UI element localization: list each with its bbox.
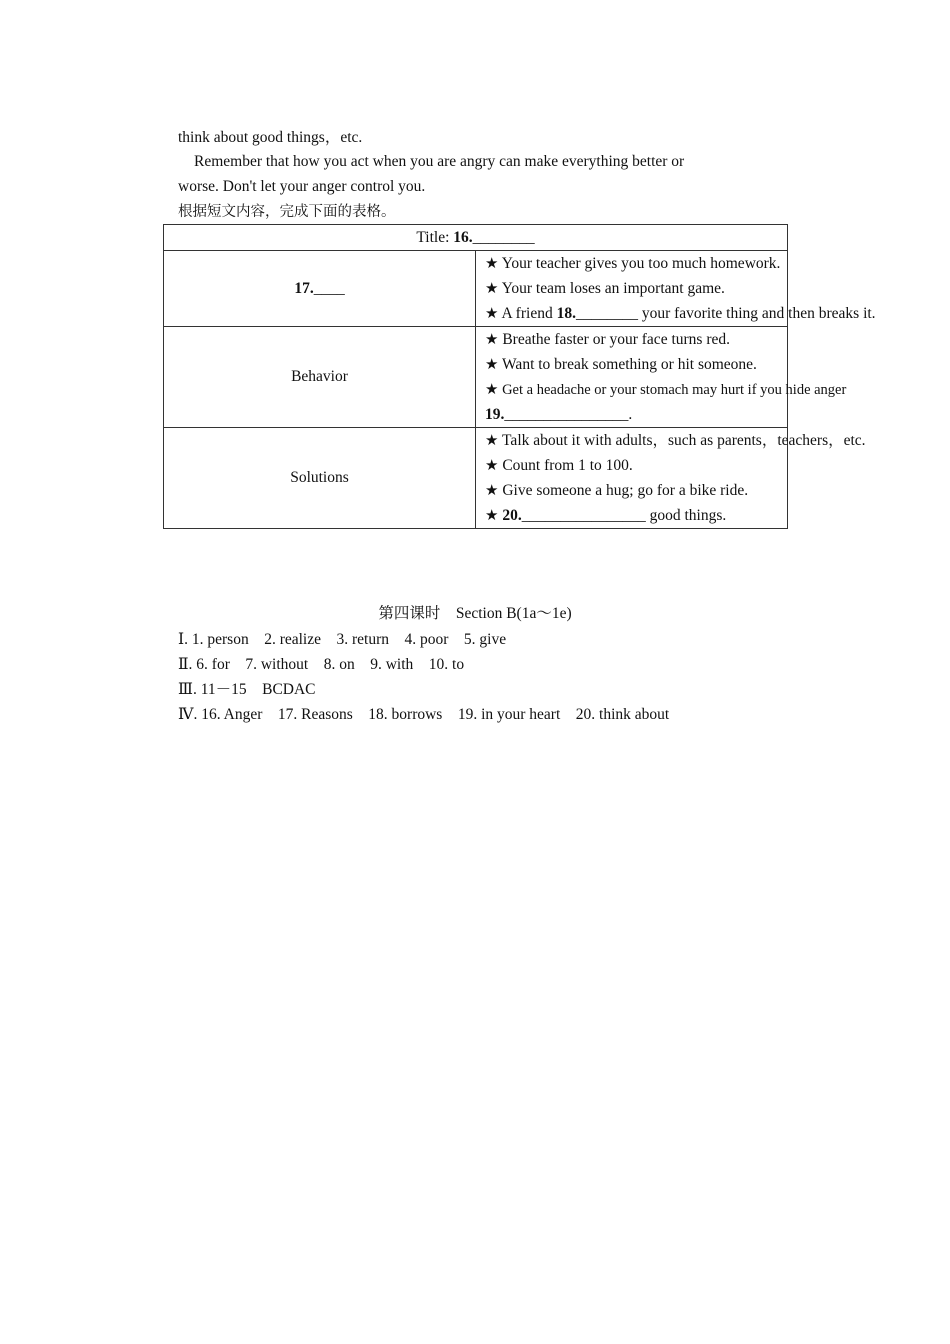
passage-line-2: Remember that how you act when you are angry can make everything better or	[194, 153, 685, 170]
item-text: Count from 1 to 100.	[498, 457, 633, 474]
star-icon: ★	[485, 355, 499, 373]
item-text: Give someone a hug; go for a bike ride.	[498, 482, 749, 499]
answer-line-4: Ⅳ. 16. Anger 17. Reasons 18. borrows 19. in your heart 20. think about	[178, 706, 670, 723]
instruction-text: 根据短文内容，完成下面的表格。	[178, 204, 396, 220]
star-icon: ★	[485, 330, 499, 348]
list-item	[485, 327, 787, 352]
item-text-pre: A friend	[498, 305, 557, 322]
list-item	[485, 428, 866, 453]
answer-blank: ________	[575, 305, 638, 322]
answer-line-3: Ⅲ. 11－15 BCDAC	[178, 681, 316, 698]
blank-number: 19.	[485, 406, 505, 423]
list-item	[485, 377, 847, 402]
table-title-prefix: Title:	[416, 229, 454, 246]
star-icon: ★	[485, 506, 499, 524]
list-item	[485, 352, 787, 377]
list-item	[485, 453, 787, 478]
item-text-post: good things.	[645, 507, 727, 524]
star-icon: ★	[485, 254, 499, 272]
row-label-solutions: Solutions	[164, 428, 476, 529]
item-text: Get a headache or your stomach may hurt if you hide anger	[498, 382, 847, 398]
item-text: Your teacher gives you too much homework.	[498, 255, 781, 272]
row-items-solutions	[476, 428, 866, 529]
row-label-behavior: Behavior	[164, 327, 476, 428]
list-item	[485, 276, 787, 301]
table-row-behavior	[164, 327, 788, 428]
star-icon: ★	[485, 481, 499, 499]
row-items-behavior	[476, 327, 847, 428]
blank-number: 20.	[502, 507, 522, 524]
star-icon: ★	[485, 456, 499, 474]
item-text: Want to break something or hit someone.	[498, 356, 757, 373]
table-row-reasons	[164, 251, 788, 327]
star-icon: ★	[485, 304, 499, 322]
answer-blank: ________________	[521, 507, 646, 524]
table-title-blank: ________	[472, 229, 535, 246]
blank-number: 18.	[556, 305, 576, 322]
table-title-number: 16.	[453, 229, 473, 246]
list-item	[485, 478, 787, 503]
item-text: Breathe faster or your face turns red.	[498, 331, 730, 348]
item-text-post: your favorite thing and then breaks it.	[637, 305, 876, 322]
section-heading: 第四课时 Section B(1a～1e)	[378, 605, 572, 622]
answer-line-1: Ⅰ. 1. person 2. realize 3. return 4. poor 5. give	[178, 631, 507, 648]
table-row-solutions	[164, 428, 788, 529]
list-item	[485, 301, 876, 326]
table-title-cell	[164, 225, 788, 251]
row-label-blank: ____	[313, 279, 345, 297]
row-label-reasons	[164, 251, 476, 327]
passage-line-3: worse. Don't let your anger control you.	[178, 178, 426, 195]
answer-line-2: Ⅱ. 6. for 7. without 8. on 9. with 10. to	[178, 656, 465, 673]
answer-blank: ________________	[504, 406, 629, 423]
list-item	[485, 251, 787, 276]
star-icon: ★	[485, 380, 499, 398]
item-text: Your team loses an important game.	[498, 280, 725, 297]
list-item	[485, 503, 787, 528]
item-text-post: .	[628, 406, 633, 423]
passage-line-1: think about good things，etc.	[178, 129, 363, 146]
item-text: Talk about it with adults，such as parents，teachers，etc.	[498, 432, 866, 449]
reading-table	[163, 224, 876, 529]
star-icon: ★	[485, 279, 499, 297]
row-items-reasons	[476, 251, 876, 327]
row-label-number: 17.	[294, 279, 314, 297]
list-item-continuation	[485, 402, 787, 427]
star-icon: ★	[485, 431, 499, 449]
